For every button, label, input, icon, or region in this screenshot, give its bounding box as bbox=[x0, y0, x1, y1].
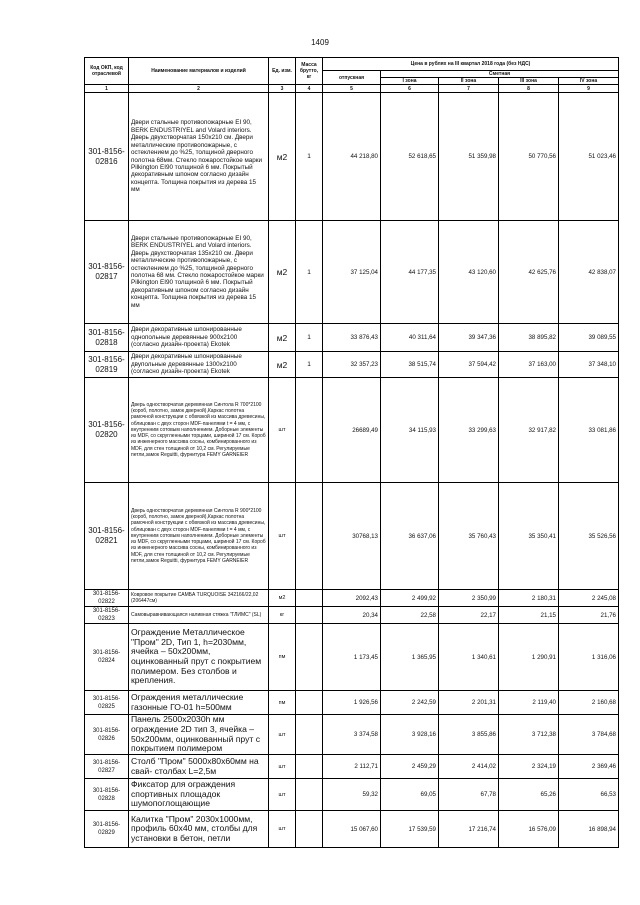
row-unit: м2 bbox=[269, 324, 296, 352]
row-code: 301-8156-02823 bbox=[85, 607, 129, 624]
row-zone-1-price: 52 618,65 bbox=[381, 93, 439, 221]
row-code: 301-8156-02825 bbox=[85, 691, 129, 715]
row-zone-1-price: 69,05 bbox=[381, 779, 439, 811]
row-zone-2-price: 2 350,99 bbox=[439, 590, 499, 607]
row-description: Ковровое покрытие САМБА TURQUOISE 342166/22,02 (206447см) bbox=[129, 590, 269, 607]
row-description: Двери декоративные шпонированные двупольные деревянные 1300х2100 (согласно дизайн-проекта) Ekotek bbox=[129, 352, 269, 378]
row-unit: м2 bbox=[269, 352, 296, 378]
row-zone-3-price: 21,15 bbox=[499, 607, 559, 624]
row-zone-4-price: 51 023,46 bbox=[559, 93, 619, 221]
row-zone-1-price: 34 115,93 bbox=[381, 378, 439, 483]
column-number: 5 bbox=[323, 85, 381, 93]
row-zone-1-price: 17 539,59 bbox=[381, 811, 439, 848]
column-number: 9 bbox=[559, 85, 619, 93]
table-row bbox=[85, 755, 619, 779]
row-description: Двери стальные противопожарные EI 90, BERK ENDUSTRIYEL and Volard interiors. Дверь двухстворчатая 150х210 см. Двери металлические противопожарные, с остеклением до %25, толщиной дверного полотна 68мм. Стекло пожаростойкое марки Pilkington EI90 толщиной 6 мм. Покрытый декоративным шпоном согласно дизайн концепта. Толщина покрытия из дерева 15 мм bbox=[129, 93, 269, 221]
row-zone-4-price: 2 369,46 bbox=[559, 755, 619, 779]
table-row bbox=[85, 483, 619, 590]
row-mass bbox=[296, 755, 323, 779]
row-zone-1-price: 2 459,29 bbox=[381, 755, 439, 779]
table-row bbox=[85, 624, 619, 691]
row-zone-3-price: 1 290,91 bbox=[499, 624, 559, 691]
row-release-price: 44 218,80 bbox=[323, 93, 381, 221]
row-code: 301-8156-02820 bbox=[85, 378, 129, 483]
header-zone-1: I зона bbox=[381, 78, 439, 85]
row-zone-1-price: 1 365,95 bbox=[381, 624, 439, 691]
row-zone-1-price: 36 637,06 bbox=[381, 483, 439, 590]
row-code: 301-8156-02826 bbox=[85, 715, 129, 755]
row-zone-4-price: 66,53 bbox=[559, 779, 619, 811]
row-code: 301-8156-02827 bbox=[85, 755, 129, 779]
row-zone-3-price: 2 180,31 bbox=[499, 590, 559, 607]
row-release-price: 2 112,71 bbox=[323, 755, 381, 779]
row-mass: 1 bbox=[296, 324, 323, 352]
row-zone-3-price: 32 917,82 bbox=[499, 378, 559, 483]
row-unit: м2 bbox=[269, 93, 296, 221]
row-unit: шт bbox=[269, 755, 296, 779]
row-code: 301-8156-02817 bbox=[85, 221, 129, 324]
row-release-price: 1 926,56 bbox=[323, 691, 381, 715]
row-description: Двери стальные противопожарные EI 90, BERK ENDUSTRIYEL and Volard interiors. Дверь двухстворчатая 135х210 см. Двери металлические противопожарные, с остеклением до %25, толщиной дверного полотна 68 мм. Стекло пожаростойкое марки Pilkington EI90 толщиной 6 мм. Покрытый декоративным шпоном согласно дизайн концепта. Толщина покрытия из дерева 15 мм bbox=[129, 221, 269, 324]
row-unit: шт bbox=[269, 811, 296, 848]
row-zone-4-price: 35 526,56 bbox=[559, 483, 619, 590]
row-mass bbox=[296, 691, 323, 715]
column-number: 8 bbox=[499, 85, 559, 93]
row-zone-2-price: 39 347,36 bbox=[439, 324, 499, 352]
row-zone-3-price: 50 770,56 bbox=[499, 93, 559, 221]
row-release-price: 3 374,58 bbox=[323, 715, 381, 755]
row-code: 301-8156-02816 bbox=[85, 93, 129, 221]
row-mass bbox=[296, 483, 323, 590]
row-zone-3-price: 2 324,19 bbox=[499, 755, 559, 779]
row-zone-3-price: 2 119,40 bbox=[499, 691, 559, 715]
row-release-price: 26689,49 bbox=[323, 378, 381, 483]
row-description: Двери декоративные шпонированные однопольные деревянные 900х2100 (согласно дизайн-проекта) Ekotek bbox=[129, 324, 269, 352]
row-zone-2-price: 43 120,60 bbox=[439, 221, 499, 324]
table-row bbox=[85, 352, 619, 378]
row-zone-2-price: 1 340,61 bbox=[439, 624, 499, 691]
header-unit: Ед. изм. bbox=[269, 58, 296, 85]
column-number: 2 bbox=[129, 85, 269, 93]
row-zone-2-price: 35 760,43 bbox=[439, 483, 499, 590]
row-mass bbox=[296, 378, 323, 483]
row-zone-1-price: 38 515,74 bbox=[381, 352, 439, 378]
row-zone-3-price: 16 576,09 bbox=[499, 811, 559, 848]
row-zone-1-price: 44 177,35 bbox=[381, 221, 439, 324]
row-code: 301-8156-02821 bbox=[85, 483, 129, 590]
row-unit: пм bbox=[269, 624, 296, 691]
header-zone-2: II зона bbox=[439, 78, 499, 85]
row-mass bbox=[296, 811, 323, 848]
row-zone-1-price: 40 311,64 bbox=[381, 324, 439, 352]
row-zone-4-price: 37 348,10 bbox=[559, 352, 619, 378]
row-release-price: 37 125,04 bbox=[323, 221, 381, 324]
row-zone-2-price: 3 855,86 bbox=[439, 715, 499, 755]
table-row bbox=[85, 811, 619, 848]
row-unit: м2 bbox=[269, 590, 296, 607]
row-unit: шт bbox=[269, 779, 296, 811]
row-description: Дверь одностворчатая деревянная Синтола R 900*2100 (короб, полотно, замок дверной),Каркас полотна рамочной конструкции с обвязкой из массива древесины, облицован с двух сторон MDF-панелями t = 4 мм, с внутренним сотовым наполнением. Доборные элементы из MDF, со скругленными торцами, шириной 17 см. Короб из инженерного массива сосны, комбинированного из MDF, для стен толщиной от 10,2 см. Регулируемые петли,замок Reguitti, фурнитура FEMY GARNEIER bbox=[129, 483, 269, 590]
row-zone-1-price: 3 928,16 bbox=[381, 715, 439, 755]
row-release-price: 20,34 bbox=[323, 607, 381, 624]
row-description: Дверь одностворчатая деревянная Синтола R 700*2100 (короб, полотно, замок дверной),Каркас полотна рамочной конструкции с обвязкой из массива древесины, облицован с двух сторон MDF-панелями t = 4 мм, с внутренним сотовым наполнением. Доборные элементы из MDF, со скругленными торцами, шириной 17 см. Короб из инженерного массива сосны, комбинированного из MDF, для стен толщиной от 10,2 см. Регулируемые петли,замок Reguitti, фурнитура FEMY GARNEIER bbox=[129, 378, 269, 483]
row-release-price: 2092,43 bbox=[323, 590, 381, 607]
row-zone-3-price: 38 895,82 bbox=[499, 324, 559, 352]
row-zone-4-price: 1 316,06 bbox=[559, 624, 619, 691]
column-number: 1 bbox=[85, 85, 129, 93]
column-number: 3 bbox=[269, 85, 296, 93]
row-zone-3-price: 65,26 bbox=[499, 779, 559, 811]
row-unit: кг bbox=[269, 607, 296, 624]
row-zone-4-price: 33 081,86 bbox=[559, 378, 619, 483]
table-row bbox=[85, 715, 619, 755]
row-zone-3-price: 42 625,76 bbox=[499, 221, 559, 324]
row-zone-1-price: 2 242,59 bbox=[381, 691, 439, 715]
row-zone-3-price: 37 163,00 bbox=[499, 352, 559, 378]
row-zone-2-price: 33 299,63 bbox=[439, 378, 499, 483]
row-unit: пм bbox=[269, 691, 296, 715]
row-description: Самовыравнивающаяся наливная стяжка "ГЛИМС" (SL) bbox=[129, 607, 269, 624]
page-number: 1409 bbox=[311, 38, 329, 47]
row-release-price: 33 876,43 bbox=[323, 324, 381, 352]
row-description: Калитка "Пром" 2030х1000мм, профиль 60х40 мм, столбы для установки в бетон, петли bbox=[129, 811, 269, 848]
row-zone-4-price: 3 784,68 bbox=[559, 715, 619, 755]
row-code: 301-8156-02824 bbox=[85, 624, 129, 691]
row-unit: шт bbox=[269, 715, 296, 755]
header-mass: Масса брутто, кг bbox=[296, 58, 323, 85]
row-zone-4-price: 2 160,68 bbox=[559, 691, 619, 715]
row-zone-4-price: 42 838,07 bbox=[559, 221, 619, 324]
row-zone-3-price: 3 712,38 bbox=[499, 715, 559, 755]
row-code: 301-8156-02822 bbox=[85, 590, 129, 607]
row-zone-2-price: 51 359,98 bbox=[439, 93, 499, 221]
row-code: 301-8156-02818 bbox=[85, 324, 129, 352]
row-mass: 1 bbox=[296, 221, 323, 324]
header-release: отпускная bbox=[323, 71, 381, 85]
row-unit: шт bbox=[269, 378, 296, 483]
row-release-price: 1 173,45 bbox=[323, 624, 381, 691]
row-zone-2-price: 37 594,42 bbox=[439, 352, 499, 378]
table-row bbox=[85, 324, 619, 352]
row-zone-1-price: 2 499,92 bbox=[381, 590, 439, 607]
row-description: Ограждение Металлическое "Пром" 2D, Тип 1, h=2030мм, ячейка – 50х200мм, оцинкованный прут с покрытием полимером. Без столбов и крепления. bbox=[129, 624, 269, 691]
row-zone-4-price: 2 245,08 bbox=[559, 590, 619, 607]
header-zone-3: III зона bbox=[499, 78, 559, 85]
header-code: Код ОКП, код отраслевой bbox=[85, 58, 129, 85]
row-mass bbox=[296, 607, 323, 624]
row-unit: м2 bbox=[269, 221, 296, 324]
row-description: Столб "Пром" 5000х80х60мм на свай- столбах L=2,5м bbox=[129, 755, 269, 779]
price-table bbox=[84, 57, 619, 848]
header-name: Наименование материалов и изделий bbox=[129, 58, 269, 85]
row-zone-2-price: 67,78 bbox=[439, 779, 499, 811]
header-estimate: Сметная bbox=[381, 71, 619, 78]
table-row bbox=[85, 779, 619, 811]
row-mass bbox=[296, 590, 323, 607]
row-zone-2-price: 2 414,02 bbox=[439, 755, 499, 779]
row-code: 301-8156-02819 bbox=[85, 352, 129, 378]
row-zone-4-price: 39 089,55 bbox=[559, 324, 619, 352]
column-number: 7 bbox=[439, 85, 499, 93]
table-row bbox=[85, 93, 619, 221]
row-description: Панель 2500х2030h мм ограждение 2D тип 3, ячейка – 50х200мм, оцинкованный прут с покрытием полимером bbox=[129, 715, 269, 755]
row-release-price: 32 357,23 bbox=[323, 352, 381, 378]
table-row bbox=[85, 691, 619, 715]
row-code: 301-8156-02828 bbox=[85, 779, 129, 811]
row-mass bbox=[296, 779, 323, 811]
row-mass bbox=[296, 715, 323, 755]
table-row bbox=[85, 590, 619, 607]
row-release-price: 15 067,60 bbox=[323, 811, 381, 848]
row-zone-4-price: 21,76 bbox=[559, 607, 619, 624]
table-row bbox=[85, 607, 619, 624]
row-mass bbox=[296, 624, 323, 691]
row-description: Ограждения металлические газонные ГО-01 h=500мм bbox=[129, 691, 269, 715]
row-zone-1-price: 22,58 bbox=[381, 607, 439, 624]
row-zone-2-price: 17 216,74 bbox=[439, 811, 499, 848]
row-release-price: 59,32 bbox=[323, 779, 381, 811]
table-row bbox=[85, 221, 619, 324]
table-row bbox=[85, 378, 619, 483]
row-description: Фиксатор для ограждения спортивных площадок шумопоглощающие bbox=[129, 779, 269, 811]
row-zone-4-price: 16 898,94 bbox=[559, 811, 619, 848]
row-unit: шт bbox=[269, 483, 296, 590]
row-mass: 1 bbox=[296, 93, 323, 221]
row-code: 301-8156-02829 bbox=[85, 811, 129, 848]
row-release-price: 30768,13 bbox=[323, 483, 381, 590]
header-zone-4: IV зона bbox=[559, 78, 619, 85]
column-number: 6 bbox=[381, 85, 439, 93]
row-zone-3-price: 35 350,41 bbox=[499, 483, 559, 590]
header-price-title: Цена в рублях на III квартал 2018 года (без НДС) bbox=[323, 58, 619, 71]
row-mass: 1 bbox=[296, 352, 323, 378]
row-zone-2-price: 22,17 bbox=[439, 607, 499, 624]
row-zone-2-price: 2 201,31 bbox=[439, 691, 499, 715]
column-number: 4 bbox=[296, 85, 323, 93]
